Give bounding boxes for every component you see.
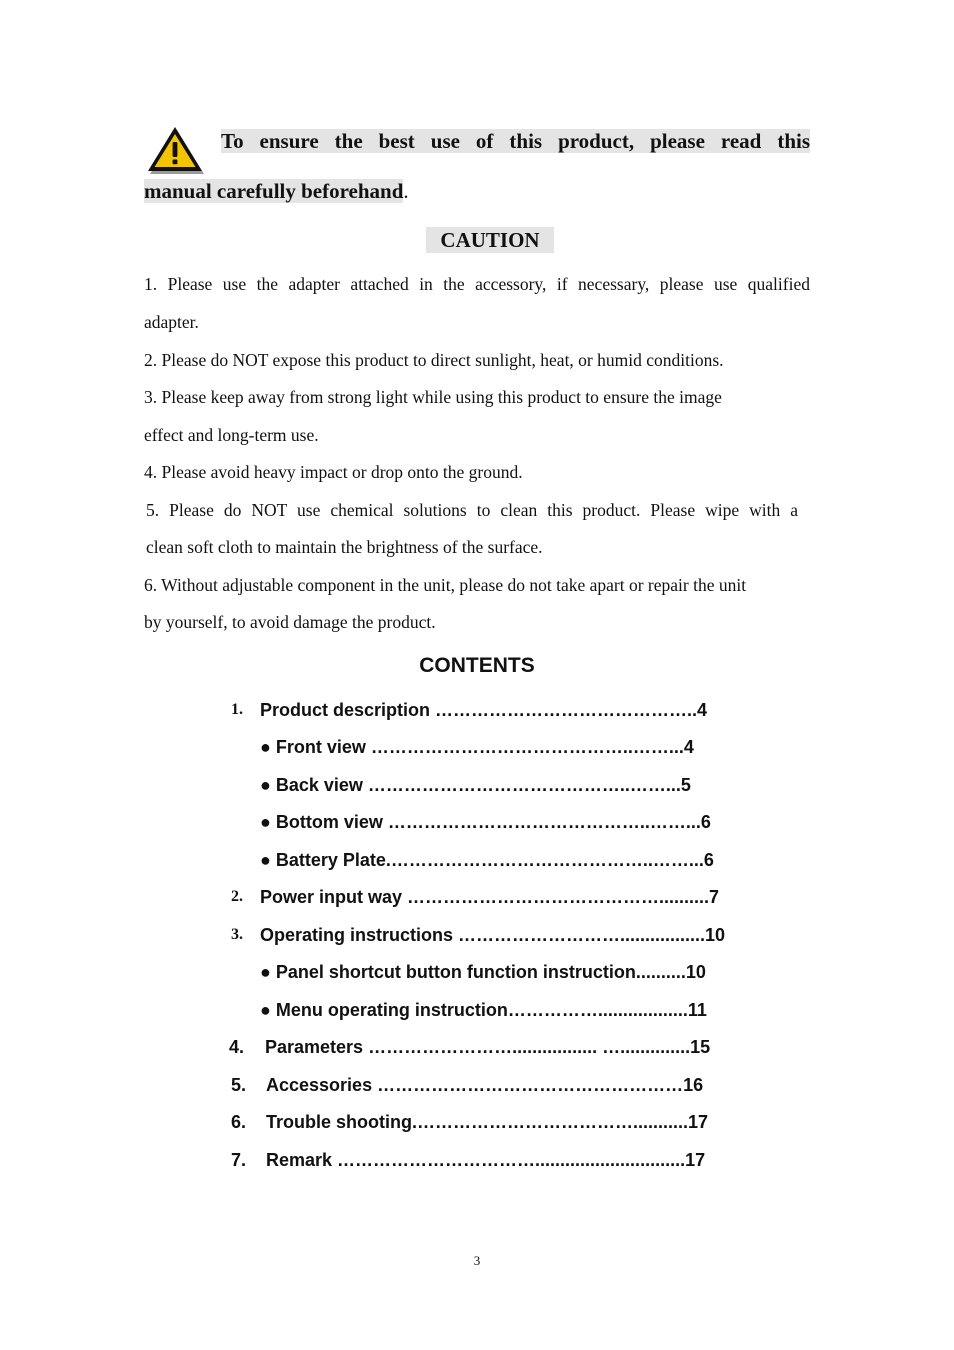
intro-text-1: To ensure the best use of this product, please read this [221,129,810,153]
caution-item-6-line-2: by yourself, to avoid damage the product. [144,612,436,632]
toc-entry-back-view: ● Back view ……………………………………..……...5 [260,775,691,795]
intro-line-2 [144,176,409,206]
toc-entry-battery-plate: ● Battery Plate.……………………………………..……...6 [260,850,714,870]
toc-entry-product-description: Product description ……………………………………..4 [260,700,708,720]
toc-number-4: 4. [229,1037,245,1057]
caution-item-3-line-1: 3. Please keep away from strong light while using this product to ensure the image [144,387,722,407]
toc-number-5: 5. [231,1075,247,1095]
caution-item-5-line-2: clean soft cloth to maintain the brightness of the surface. [146,537,543,557]
intro-text-2: manual carefully beforehand [144,179,404,203]
intro-period: . [403,179,409,203]
toc-entry-operating-instructions: Operating instructions ……………………….................10 [260,925,726,945]
caution-item-5-line-1: 5. Please do NOT use chemical solutions to clean this product. Please wipe with a [146,500,798,520]
page-number: 3 [473,1253,481,1268]
caution-item-1-line-1: 1. Please use the adapter attached in the accessory, if necessary, please use qualified [144,274,810,294]
contents-title: CONTENTS [419,654,535,677]
caution-heading: CAUTION [426,227,554,253]
toc-number-3: 3. [231,926,243,943]
toc-entry-power-input-way: Power input way ……………………………………..........7 [260,887,720,907]
caution-item-1-line-2: adapter. [144,312,199,332]
toc-number-1: 1. [231,701,243,718]
toc-entry-trouble-shooting: Trouble shooting.………………………………...........17 [266,1112,709,1132]
intro-line-1 [221,126,810,156]
caution-item-6-line-1: 6. Without adjustable component in the unit, please do not take apart or repair the unit [144,575,747,595]
warning-triangle-icon [144,124,206,176]
toc-entry-remark: Remark ……………………………..............................17 [266,1150,706,1170]
toc-entry-bottom-view: ● Bottom view ……………………………………..……...6 [260,812,711,832]
caution-item-2: 2. Please do NOT expose this product to direct sunlight, heat, or humid conditions. [144,350,724,370]
toc-entry-menu-operating: ● Menu operating instruction……………..................11 [260,1000,707,1020]
caution-item-3-line-2: effect and long-term use. [144,425,319,445]
toc-number-2: 2. [231,888,243,905]
toc-number-6: 6. [231,1112,247,1132]
toc-number-7: 7. [231,1150,247,1170]
toc-entry-accessories: Accessories ……………………………………………16 [266,1075,704,1095]
caution-item-4: 4. Please avoid heavy impact or drop onto the ground. [144,462,523,482]
toc-entry-front-view: ● Front view ……………………………………..……...4 [260,737,694,757]
toc-entry-panel-shortcut: ● Panel shortcut button function instruction..........10 [260,962,706,982]
toc-entry-parameters: Parameters ……………………................. …..............15 [265,1037,711,1057]
